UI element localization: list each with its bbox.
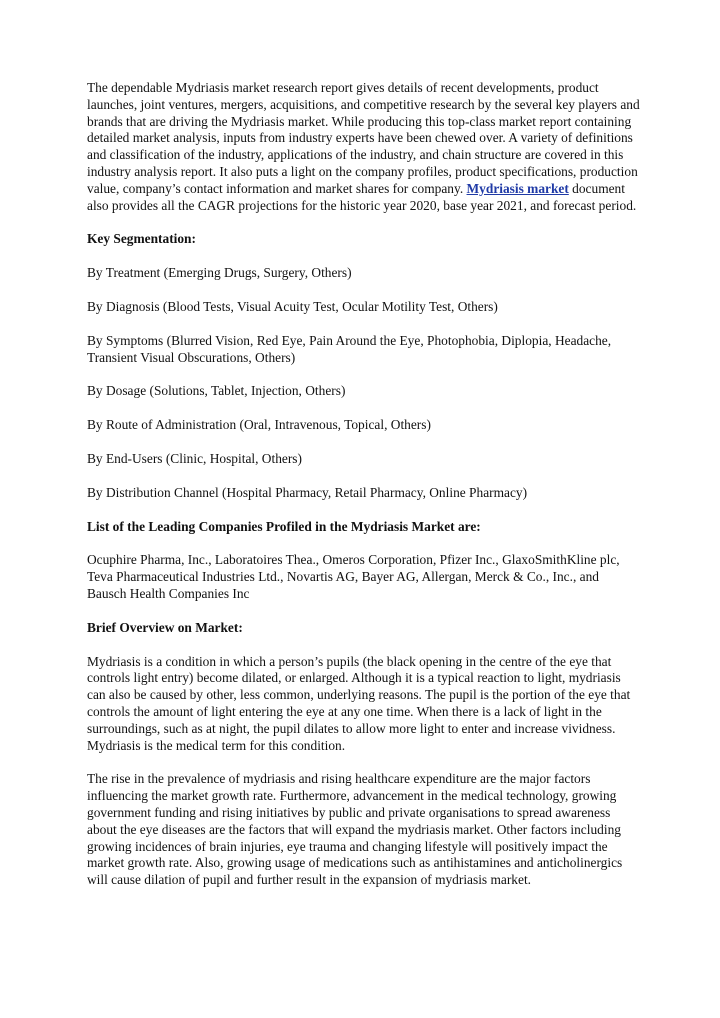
segment-item-treatment: By Treatment (Emerging Drugs, Surgery, Others)	[87, 265, 352, 281]
segment-item-distribution: By Distribution Channel (Hospital Pharmacy, Retail Pharmacy, Online Pharmacy)	[87, 484, 528, 500]
overview-paragraph-1: Mydriasis is a condition in which a person’s pupils (the black opening in the centre of the eye that controls light entry) become dilated, or enlarged. Although it is a typical reaction to light, mydriasis can also be caused by other, less common, underlying reasons. The pupil is the portion of the eye that controls the amount of light entering the eye at any one time. When there is a lack of light in the surroundings, such as at night, the pupil dilates to allow more light to enter and increase vividness. Mydriasis is the medical term for this condition.	[87, 653, 631, 753]
overview-paragraph-2: The rise in the prevalence of mydriasis and rising healthcare expenditure are the major factors influencing the market growth rate. Furthermore, advancement in the medical technology, growing government funding and rising initiatives by public and private organisations to spread awareness about the eye diseases are the factors that will expand the mydriasis market. Other factors including growing incidences of brain injuries, eye trauma and changing lifestyle will positively impact the market growth rate. Also, growing usage of medications such as antihistamines and anticholinergics will cause dilation of pupil and further result in the expansion of mydriasis market.	[87, 771, 623, 888]
mydriasis-market-link[interactable]: Mydriasis market	[466, 180, 569, 196]
intro-paragraph	[87, 80, 640, 214]
companies-list-paragraph: Ocuphire Pharma, Inc., Laboratoires Thea., Omeros Corporation, Pfizer Inc., GlaxoSmithKline plc, Teva Pharmaceutical Industries Ltd., Novartis AG, Bayer AG, Allergan, Merck & Co., Inc., and Bausch Health Companies Inc	[87, 552, 620, 601]
segment-item-end-users: By End-Users (Clinic, Hospital, Others)	[87, 450, 302, 466]
segment-item-diagnosis: By Diagnosis (Blood Tests, Visual Acuity Test, Ocular Motility Test, Others)	[87, 298, 498, 314]
segment-item-symptoms: By Symptoms (Blurred Vision, Red Eye, Pain Around the Eye, Photophobia, Diplopia, Headache, Transient Visual Obscurations, Others)	[87, 332, 612, 365]
overview-heading: Brief Overview on Market:	[87, 619, 243, 635]
intro-text-before-link: The dependable Mydriasis market research report gives details of recent developments, product launches, joint ventures, mergers, acquisitions, and competitive research by the several key players and brands that are driving the Mydriasis market. While producing this top-class market report containing detailed market analysis, inputs from industry experts have been chewed over. A variety of definitions and classification of the industry, applications of the industry, and chain structure are covered in this industry analysis report. It also puts a light on the company profiles, product specifications, production value, company’s contact information and market shares for company.	[87, 80, 640, 196]
segment-item-route: By Route of Administration (Oral, Intravenous, Topical, Others)	[87, 417, 431, 433]
companies-heading: List of the Leading Companies Profiled in the Mydriasis Market are:	[87, 518, 481, 534]
segment-item-dosage: By Dosage (Solutions, Tablet, Injection, Others)	[87, 383, 346, 399]
intro-text-after-link: document also provides all the CAGR projections for the historic year 2020, base year 2021, and forecast period.	[87, 180, 637, 213]
key-segmentation-heading: Key Segmentation:	[87, 231, 196, 247]
